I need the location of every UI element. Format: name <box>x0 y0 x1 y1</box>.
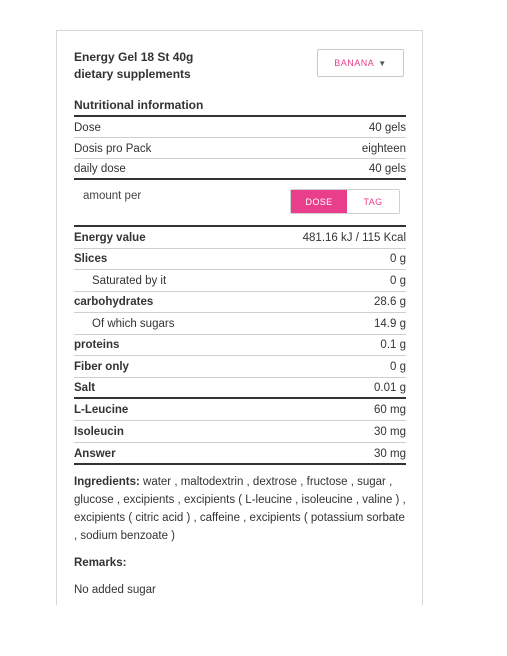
row-label: Fiber only <box>74 360 129 373</box>
toggle-dose-button[interactable]: DOSE <box>291 190 347 213</box>
row-label: L-Leucine <box>74 404 129 416</box>
row-value: 30 mg <box>374 426 406 438</box>
row-value: 0.1 g <box>380 339 406 352</box>
row-value: 40 gels <box>368 121 406 134</box>
product-title-line2: dietary supplements <box>74 67 191 81</box>
row-value: 14.9 g <box>374 317 406 330</box>
row-label: Saturated by it <box>92 274 167 287</box>
table-row <box>74 313 406 335</box>
table-row <box>74 399 406 421</box>
row-label: Salt <box>74 381 96 394</box>
row-value: 30 mg <box>374 447 406 460</box>
row-value: 0 g <box>390 274 406 287</box>
row-label: Answer <box>74 447 116 460</box>
table-row <box>74 421 406 443</box>
remarks-title: Remarks: <box>74 557 127 569</box>
ingredients-block <box>74 473 409 545</box>
flavor-dropdown[interactable] <box>317 49 404 77</box>
table-row <box>74 117 406 138</box>
table-row <box>74 356 406 378</box>
row-value: 40 gels <box>368 163 406 175</box>
nutrition-panel <box>56 30 423 605</box>
ingredients-label: Ingredients: <box>74 476 140 488</box>
table-row <box>74 270 406 292</box>
table-row <box>74 335 406 357</box>
row-value: eighteen <box>361 142 406 155</box>
row-label: Of which sugars <box>92 317 175 330</box>
amount-per-label: amount per <box>83 190 142 202</box>
ingredients-text: water , maltodextrin , dextrose , fructose , sugar , glucose , excipients , excipients ( L-leucine , isoleucine , valine ) , excipients ( citric acid ) , caffeine , excipients ( potassium sorbate , sodium benzoate ) <box>74 476 406 542</box>
section-title-nutrition: Nutritional information <box>74 98 204 112</box>
toggle-tag-button[interactable]: TAG <box>347 190 399 213</box>
remarks-text: No added sugar <box>74 584 156 596</box>
row-label: proteins <box>74 339 120 352</box>
row-label: Slices <box>74 253 108 266</box>
row-value: 28.6 g <box>374 296 406 309</box>
nutrient-table <box>74 225 406 465</box>
row-label: Dose <box>74 121 101 134</box>
pack-info-table <box>74 115 406 180</box>
product-header <box>74 49 274 83</box>
row-label: carbohydrates <box>74 296 154 309</box>
caret-down-icon: ▼ <box>378 58 387 68</box>
table-row <box>74 292 406 314</box>
row-value: 481.16 kJ / 115 Kcal <box>302 231 406 244</box>
row-value: 60 mg <box>374 404 406 416</box>
table-row <box>74 138 406 159</box>
row-value: 0.01 g <box>374 381 406 394</box>
product-title-line1: Energy Gel 18 St 40g <box>74 50 194 64</box>
row-value: 0 g <box>390 253 406 266</box>
amount-per-toggle-area <box>74 183 406 227</box>
flavor-dropdown-value: BANANA <box>334 58 375 68</box>
row-value: 0 g <box>390 360 406 373</box>
table-row <box>74 249 406 271</box>
table-row <box>74 227 406 249</box>
row-label: daily dose <box>74 163 126 175</box>
table-row <box>74 378 406 400</box>
row-label: Energy value <box>74 231 146 244</box>
amount-per-toggle <box>290 189 400 214</box>
row-label: Dosis pro Pack <box>74 142 152 155</box>
table-row <box>74 443 406 465</box>
table-row <box>74 159 406 180</box>
row-label: Isoleucin <box>74 426 124 438</box>
